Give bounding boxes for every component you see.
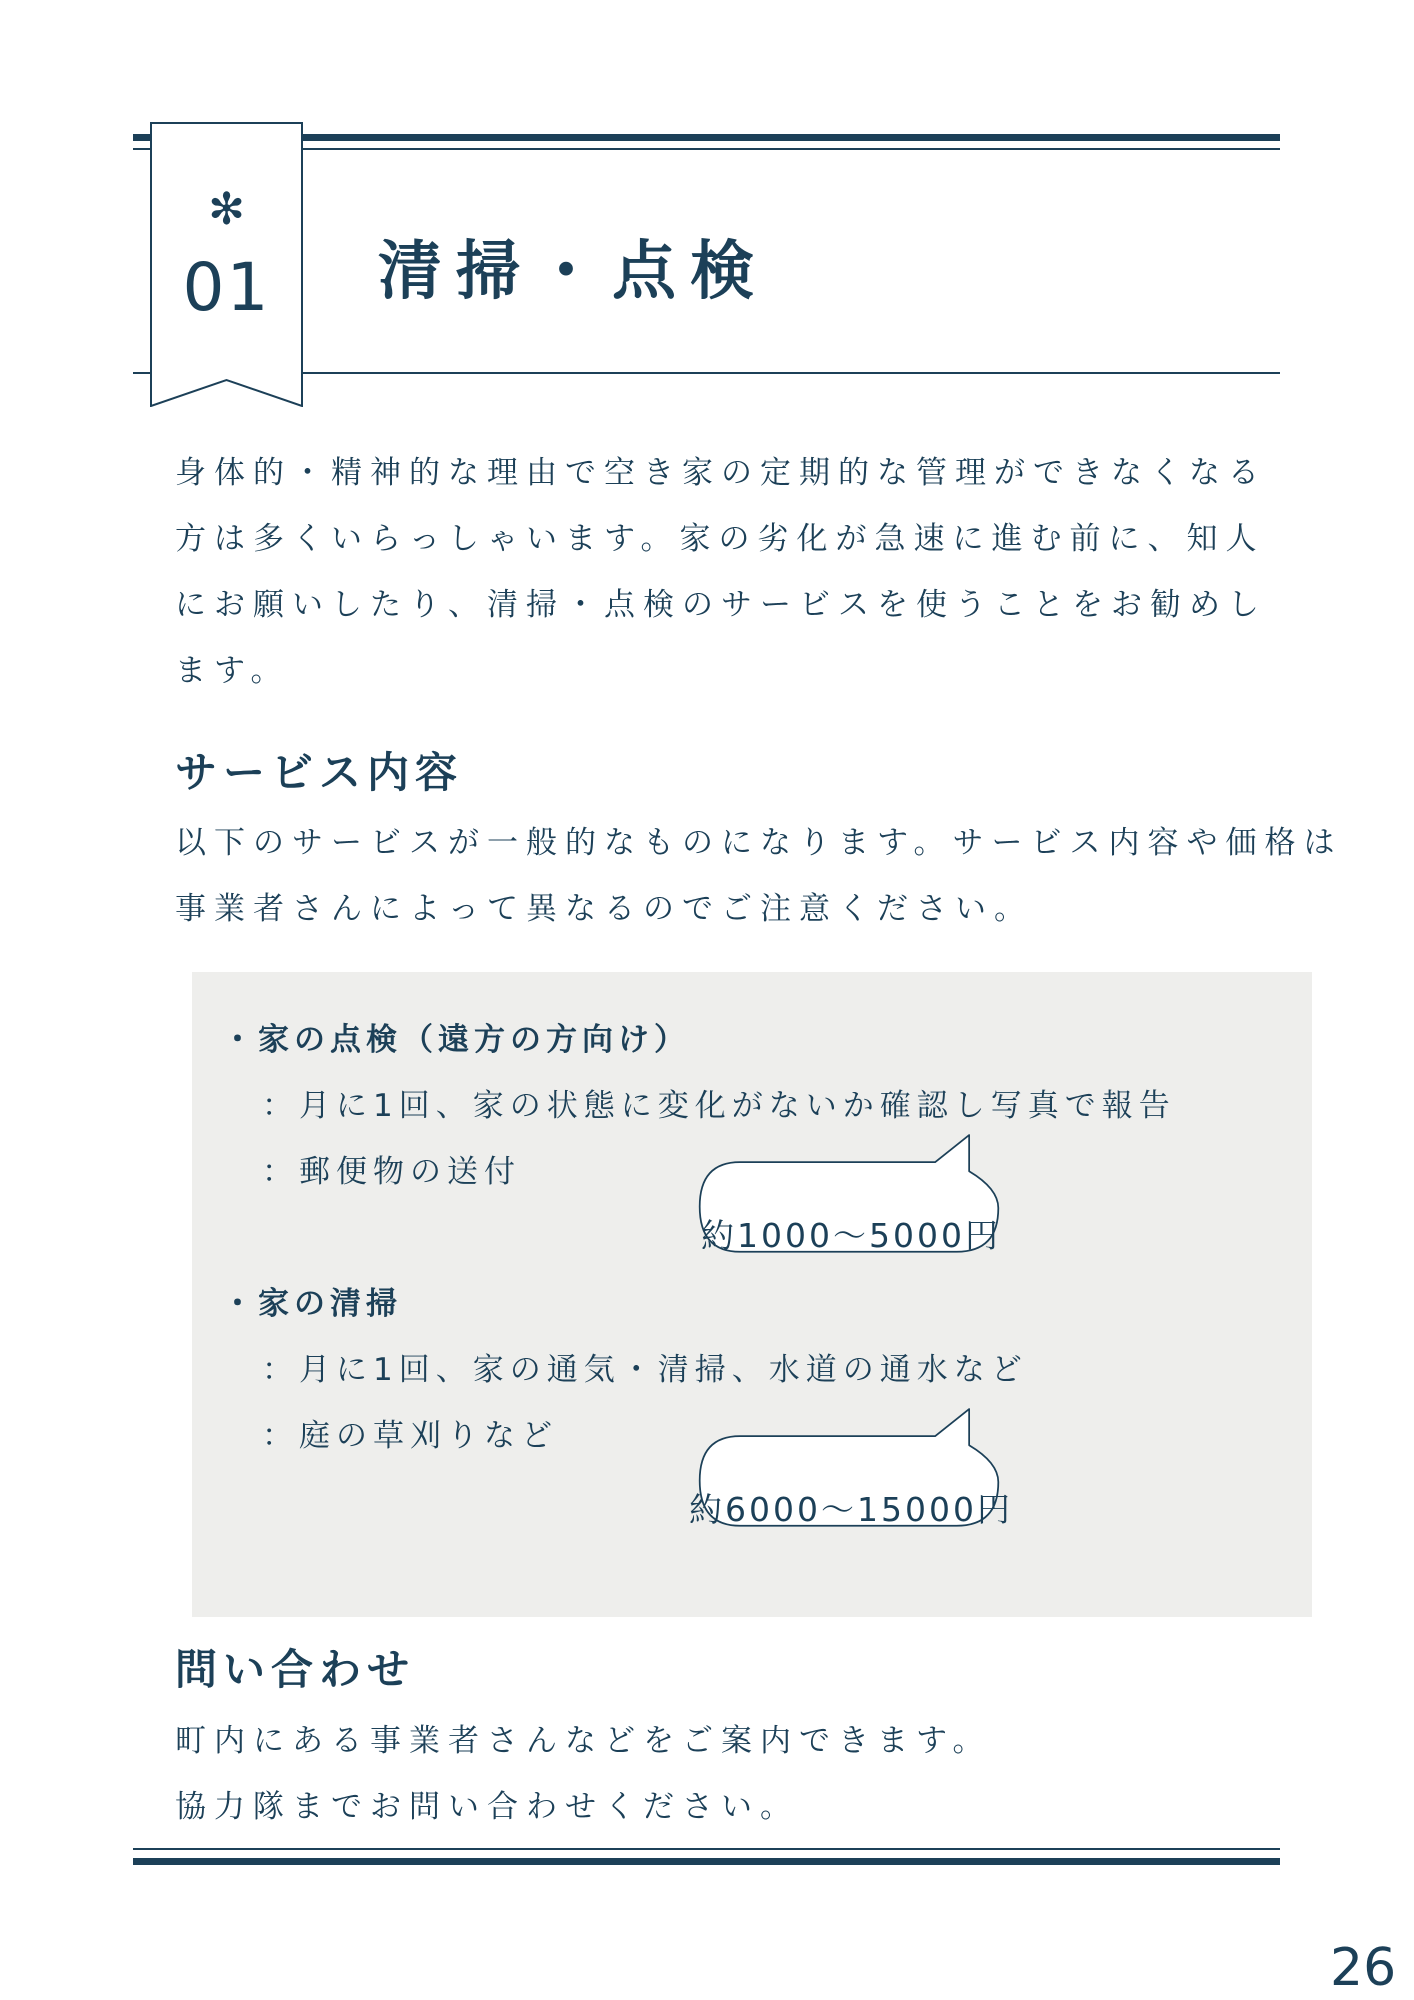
page-number: 26 bbox=[1330, 1938, 1397, 1998]
service-item-detail: ：郵便物の送付 bbox=[262, 1154, 521, 1190]
asterisk-icon: ✻ bbox=[208, 184, 245, 235]
intro-line: 方は多くいらっしゃいます。家の劣化が急速に進む前に、知人 bbox=[175, 521, 1265, 557]
contact-line: 協力隊までお問い合わせください。 bbox=[175, 1789, 799, 1825]
header-rule-thick bbox=[133, 134, 1280, 141]
intro-paragraph bbox=[175, 440, 1285, 704]
intro-line: にお願いしたり、清掃・点検のサービスを使うことをお勧めし bbox=[175, 587, 1267, 623]
services-line: 以下のサービスが一般的なものになります。サービス内容や価格は bbox=[175, 825, 1343, 861]
page-title: 清掃・点検 bbox=[378, 235, 768, 309]
service-item-heading: ・家の清掃 bbox=[222, 1286, 402, 1322]
service-item-detail: ：庭の草刈りなど bbox=[262, 1418, 558, 1454]
price-label: 約1000〜5000円 bbox=[701, 1216, 1001, 1255]
service-item-heading: ・家の点検（遠方の方向け） bbox=[222, 1022, 690, 1058]
contact-paragraph bbox=[175, 1708, 1285, 1840]
intro-line: 身体的・精神的な理由で空き家の定期的な管理ができなくなる bbox=[175, 455, 1267, 491]
services-line: 事業者さんによって異なるのでご注意ください。 bbox=[175, 891, 1033, 927]
service-item-detail: ：月に1回、家の状態に変化がないか確認し写真で報告 bbox=[262, 1088, 1176, 1124]
contact-heading: 問い合わせ bbox=[175, 1645, 416, 1694]
header-rule-thin bbox=[133, 148, 1280, 150]
footer-rule-thin bbox=[133, 1848, 1280, 1850]
section-number: 01 bbox=[182, 249, 271, 326]
header-rule-bottom bbox=[133, 372, 1280, 374]
service-item-detail: ：月に1回、家の通気・清掃、水道の通水など bbox=[262, 1352, 1028, 1388]
contact-line: 町内にある事業者さんなどをご案内できます。 bbox=[175, 1723, 992, 1759]
services-description bbox=[175, 810, 1343, 942]
intro-line: ます。 bbox=[175, 653, 290, 689]
price-label: 約6000〜15000円 bbox=[689, 1490, 1013, 1529]
footer-rule-thick bbox=[133, 1858, 1280, 1865]
services-heading: サービス内容 bbox=[175, 748, 464, 797]
